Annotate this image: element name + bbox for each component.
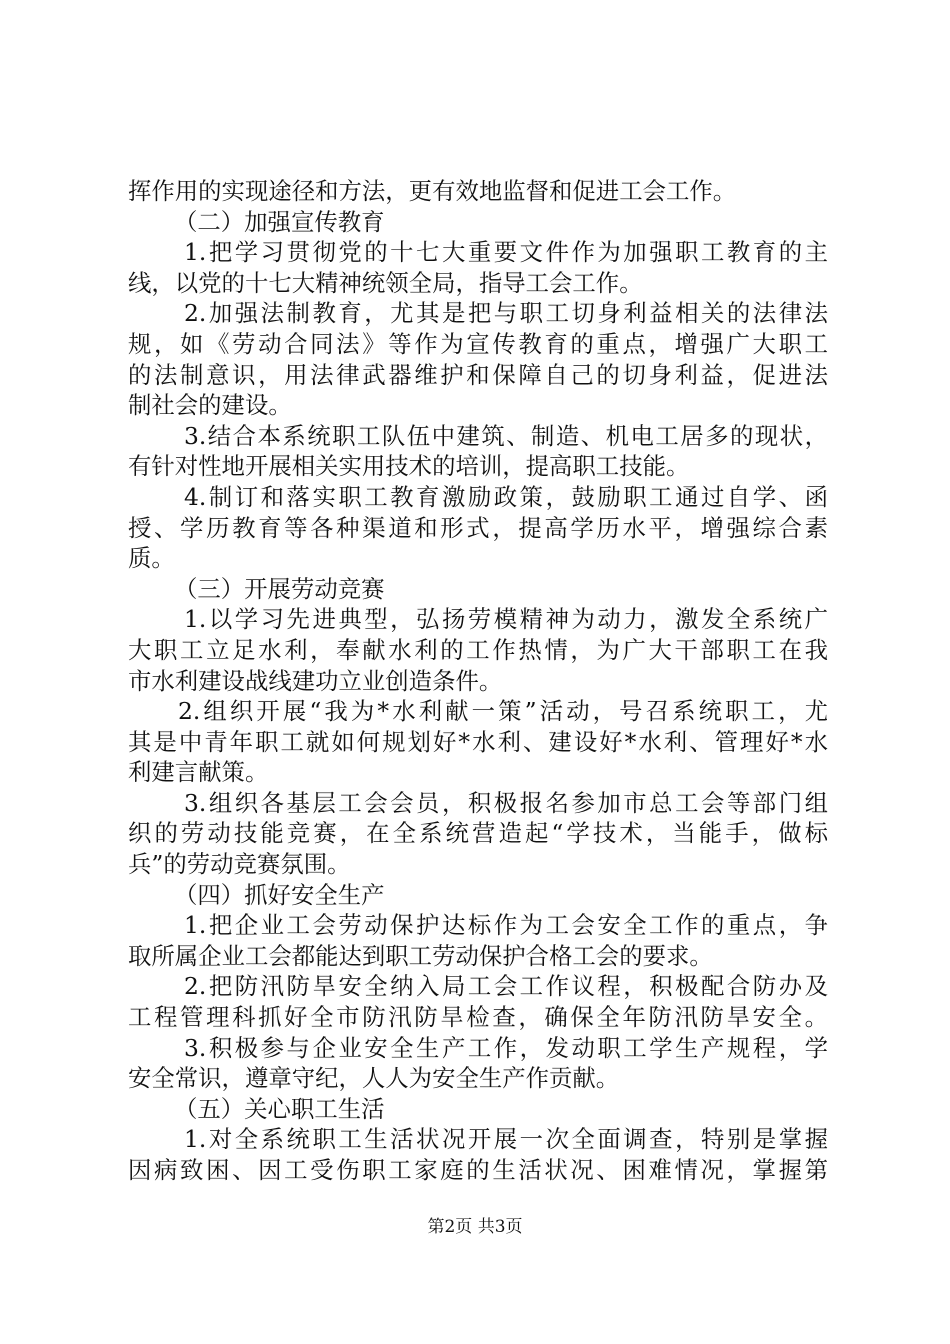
text-line: 因病致困、因工受伤职工家庭的生活状况、困难情况，掌握第 <box>128 1156 828 1184</box>
text-line: 制社会的建设。 <box>128 391 292 420</box>
text-line: 2.组织开展“我为*水利献一策”活动，号召系统职工，尤 <box>178 697 828 726</box>
text-line: 2.加强法制教育，尤其是把与职工切身利益相关的法律法 <box>184 299 828 328</box>
text-line: 4.制订和落实职工教育激励政策，鼓励职工通过自学、函 <box>184 482 828 511</box>
text-line: 工程管理科抓好全市防汛防旱检查，确保全年防汛防旱安全。 <box>128 1003 828 1032</box>
text-line: 规，如《劳动合同法》等作为宣传教育的重点，增强广大职工 <box>128 329 828 358</box>
page-footer: 第2页 共3页 <box>427 1217 523 1237</box>
text-line: 兵”的劳动竞赛氛围。 <box>128 850 351 879</box>
document-body <box>128 176 828 1186</box>
text-line: 取所属企业工会都能达到职工劳动保护合格工会的要求。 <box>128 941 713 970</box>
section-heading: （二）加强宣传教育 <box>174 207 385 236</box>
text-line: 利建言献策。 <box>128 758 269 787</box>
text-line: 挥作用的实现途径和方法，更有效地监督和促进工会工作。 <box>128 177 737 205</box>
text-line: 1.把学习贯彻党的十七大重要文件作为加强职工教育的主 <box>184 238 828 267</box>
text-line: 3.组织各基层工会会员，积极报名参加市总工会等部门组 <box>184 788 828 817</box>
section-heading: （四）抓好安全生产 <box>174 880 385 909</box>
text-line: 有针对性地开展相关实用技术的培训，提高职工技能。 <box>128 452 690 481</box>
text-line: 市水利建设战线建功立业创造条件。 <box>128 666 503 695</box>
text-line: 的法制意识，用法律武器维护和保障自己的切身利益，促进法 <box>128 360 828 389</box>
section-heading: （三）开展劳动竞赛 <box>174 574 385 603</box>
text-line: 安全常识，遵章守纪，人人为安全生产作贡献。 <box>128 1064 620 1093</box>
text-line: 1.把企业工会劳动保护达标作为工会安全工作的重点，争 <box>184 911 828 940</box>
text-line: 3.积极参与企业安全生产工作，发动职工学生产规程，学 <box>184 1033 828 1062</box>
text-line: 织的劳动技能竞赛，在全系统营造起“学技术，当能手，做标 <box>128 819 828 848</box>
text-line: 线，以党的十七大精神统领全局，指导工会工作。 <box>128 268 643 297</box>
text-line: 授、学历教育等各种渠道和形式，提高学历水平，增强综合素 <box>128 513 828 542</box>
text-line: 1.以学习先进典型，弘扬劳模精神为动力，激发全系统广 <box>184 605 828 634</box>
text-line: 3.结合本系统职工队伍中建筑、制造、机电工居多的现状， <box>184 421 828 450</box>
text-line: 大职工立足水利，奉献水利的工作热情，为广大干部职工在我 <box>128 635 828 664</box>
text-line: 2.把防汛防旱安全纳入局工会工作议程，积极配合防办及 <box>184 972 828 1001</box>
text-line: 1.对全系统职工生活状况开展一次全面调查，特别是掌握 <box>184 1125 828 1154</box>
text-line: 质。 <box>128 544 175 573</box>
text-line: 其是中青年职工就如何规划好*水利、建设好*水利、管理好*水 <box>128 727 828 756</box>
section-heading: （五）关心职工生活 <box>174 1094 385 1123</box>
